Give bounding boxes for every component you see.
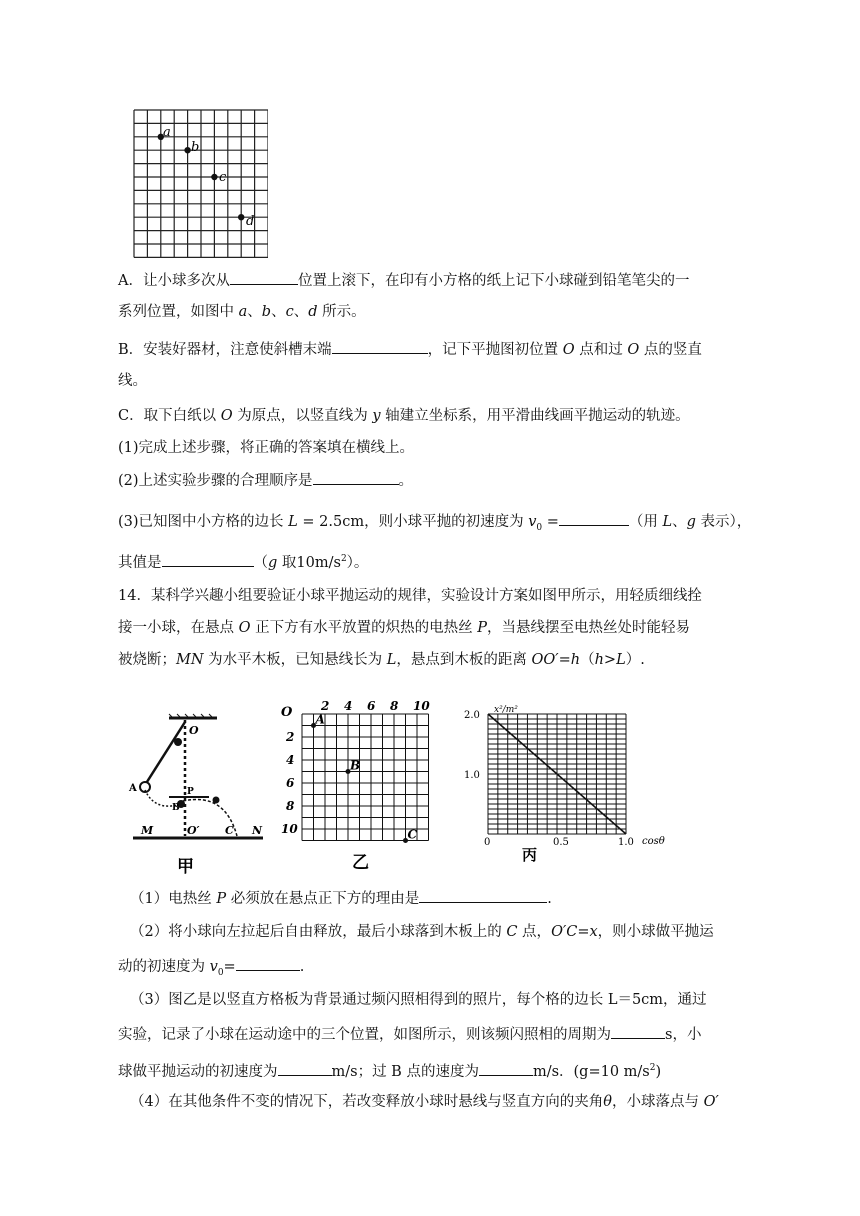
yi-origin-label: O (281, 705, 293, 720)
label-c: C (225, 824, 234, 837)
yi-point-label: A (315, 712, 325, 727)
q14-part1: （1）电热丝 P 必须放在悬点正下方的理由是 . (130, 888, 552, 909)
q13-step-b-line2: 线。 (118, 373, 147, 389)
yi-y-tick: 2 (286, 730, 295, 744)
caption-yi: 乙 (352, 853, 369, 873)
answer-blank[interactable] (230, 270, 298, 285)
q13-step-b-line1: B．安装好器材，注意使斜槽末端 ，记下平抛图初位置 O 点和过 O 点的竖直 (118, 339, 702, 360)
yi-x-tick: 2 (321, 699, 330, 713)
bing-y-tick: 1.0 (464, 770, 480, 781)
fig-bing-graph (462, 700, 672, 870)
answer-blank[interactable] (611, 1024, 665, 1039)
label-o-prime: O′ (187, 824, 200, 837)
q14-intro-line3: 被烧断；MN 为水平木板，已知悬线长为 L，悬点到木板的距离 OO′=h（h>L）. (118, 652, 645, 668)
bing-y-tick: 2.0 (464, 710, 480, 721)
bing-x-axis-label: cosθ (642, 836, 665, 847)
point-label-b: b (191, 140, 200, 155)
label-p: P (187, 787, 194, 797)
q13-sub1: (1)完成上述步骤，将正确的答案填在横线上。 (118, 440, 415, 456)
answer-blank[interactable] (278, 1061, 332, 1076)
q13-sub2: (2)上述实验步骤的合理顺序是 。 (118, 470, 413, 491)
point-label-a: a (163, 125, 171, 140)
yi-point-label: C (407, 827, 418, 842)
q14-part4: （4）在其他条件不变的情况下，若改变释放小球时悬线与竖直方向的夹角θ，小球落点与 O′ (130, 1094, 719, 1110)
ball-top (174, 738, 182, 746)
answer-blank[interactable] (236, 956, 300, 971)
point-c (211, 174, 217, 180)
yi-y-tick: 8 (286, 799, 295, 813)
q13-step-c: C．取下白纸以 O 为原点，以竖直线为 y 轴建立坐标系，用平滑曲线画平抛运动的轨迹。 (118, 408, 690, 424)
caption-jia: 甲 (177, 857, 194, 877)
bing-y-axis-label: x²/m² (494, 705, 518, 715)
q13-step-a-line2: 系列位置，如图中 a、b、c、d 所示。 (118, 304, 366, 320)
fig1-grid (132, 108, 268, 258)
q14-intro-line2: 接一小球，在悬点 O 正下方有水平放置的炽热的电热丝 P，当悬线摆至电热丝处时能轻易 (118, 620, 690, 636)
label-o: O (189, 724, 199, 737)
yi-x-tick: 4 (344, 699, 353, 713)
fig-jia-apparatus (125, 712, 275, 880)
point-label-c: c (219, 170, 227, 185)
yi-point-label: B (350, 758, 361, 773)
yi-x-tick: 10 (413, 699, 430, 713)
yi-y-tick: 6 (286, 776, 295, 790)
point-d (238, 214, 244, 220)
answer-blank[interactable] (332, 339, 428, 354)
q13-sub3-line2: 其值是 （g 取$10m/s^2$）。 (118, 549, 368, 573)
q13-step-a-line1: A．让小球多次从 位置上滚下，在印有小方格的纸上记下小球碰到铅笔笔尖的一 (118, 270, 689, 291)
fig-yi-grid (280, 698, 446, 878)
point-label-d: d (246, 214, 255, 229)
q14-part3-line2: 实验，记录了小球在运动途中的三个位置，如图所示，则该频闪照相的周期为 s，小 (118, 1024, 701, 1045)
label-m: M (141, 824, 154, 837)
pendulum-string (145, 722, 185, 785)
label-a: A (129, 783, 137, 794)
label-n: N (252, 824, 263, 837)
yi-x-tick: 6 (367, 699, 376, 713)
yi-y-tick: 4 (286, 753, 295, 767)
q14-part2-line1: （2）将小球向左拉起后自由释放，最后小球落到木板上的 C 点，O′C=x，则小球做平抛运 (130, 924, 714, 940)
bing-x-tick: 1.0 (618, 837, 634, 848)
label-b: B (172, 803, 180, 813)
bing-x-tick: 0 (484, 837, 491, 848)
ball-flying (213, 797, 220, 804)
q14-part3-line3: 球做平抛运动的初速度为 m/s；过 B 点的速度为 m/s．(g=10 $m/s^2$) (118, 1058, 661, 1082)
q14-part3-line1: （3）图乙是以竖直方格板为背景通过频闪照相得到的照片，每个格的边长 L＝5cm，通过 (130, 992, 707, 1008)
answer-blank[interactable] (479, 1061, 533, 1076)
answer-blank[interactable] (313, 470, 399, 485)
bing-x-tick: 0.5 (553, 837, 569, 848)
point-b (184, 147, 190, 153)
caption-bing: 丙 (522, 846, 538, 864)
q14-part2-line2: 动的初速度为 $v_0=$ . (118, 956, 304, 983)
yi-y-tick: 10 (281, 822, 298, 836)
answer-blank[interactable] (419, 888, 547, 903)
yi-x-tick: 8 (390, 699, 399, 713)
answer-blank[interactable] (162, 552, 254, 567)
q14-intro-line1: 14．某科学兴趣小组要验证小球平抛运动的规律，实验设计方案如图甲所示，用轻质细线拴 (118, 588, 702, 604)
q13-sub3-line1: (3)已知图中小方格的边长 L = 2.5cm，则小球平抛的初速度为 $v_0$ = （用 L、g 表示）， (118, 511, 751, 538)
answer-blank[interactable] (559, 511, 629, 526)
